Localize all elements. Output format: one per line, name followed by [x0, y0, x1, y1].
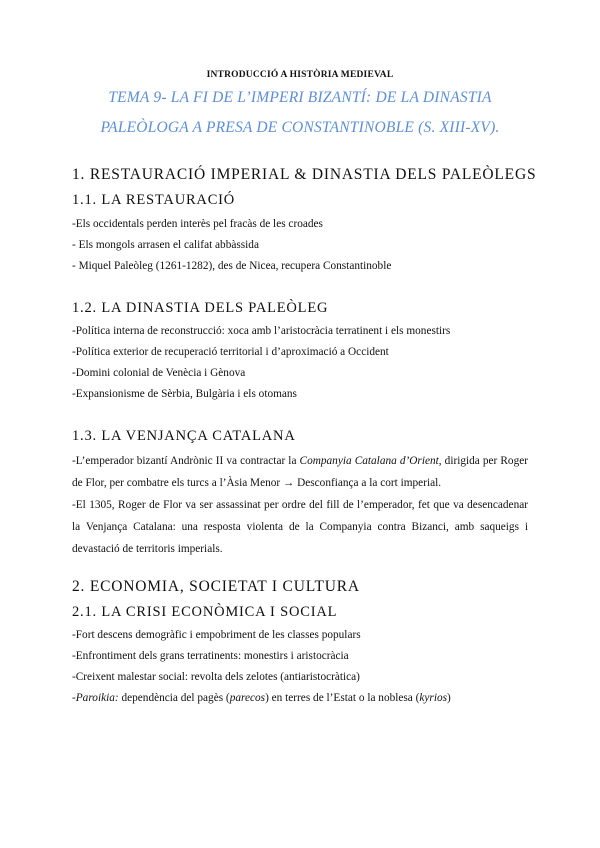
text-run: ) en terres de l’Estat o la noblesa ( [265, 692, 420, 704]
section-1-3-body [72, 450, 528, 560]
list-item: -Política interna de reconstrucció: xoca amb l’aristocràcia terratinent i els monestirs [72, 325, 451, 337]
text-run: dependència del pagès ( [118, 692, 230, 704]
section-1-heading: 1. RESTAURACIÓ IMPERIAL & DINASTIA DELS PALEÒLEGS [72, 166, 537, 183]
section-2-heading: 2. ECONOMIA, SOCIETAT I CULTURA [72, 578, 360, 595]
section-1-1-heading: 1.1. LA RESTAURACIÓ [72, 192, 236, 208]
list-item: -Expansionisme de Sèrbia, Bulgària i els otomans [72, 388, 297, 400]
term-emphasis: Paroikia: [75, 692, 119, 704]
list-item: -Creixent malestar social: revolta dels zelotes (antiaristocràtica) [72, 671, 360, 683]
term-emphasis: parecos [229, 692, 266, 704]
course-title: INTRODUCCIÓ A HISTÒRIA MEDIEVAL [206, 70, 394, 80]
text-run: -L’emperador bizantí Andrònic II va contractar la [72, 455, 300, 467]
paragraph [72, 450, 528, 494]
paragraph: -El 1305, Roger de Flor va ser assassinat per ordre del fill de l’emperador, fet que va desencadenar la Venjança Catalana: una resposta violenta de la Companyia contra Bizanci, amb saqueigs i devastació de territoris imperials. [72, 499, 528, 555]
topic-title-line-1: TEMA 9- LA FI DE L’IMPERI BIZANTÍ: DE LA DINASTIA [108, 89, 492, 106]
term-emphasis: kyrios [419, 692, 448, 704]
text-run: - [72, 692, 76, 704]
section-1-3-heading: 1.3. LA VENJANÇA CATALANA [72, 428, 296, 444]
text-run: , dirigida per Roger de Flor, per combatre els turcs a l’Àsia Menor → Desconfiança a la cort imperial. [72, 455, 529, 489]
list-item: -Domini colonial de Venècia i Gènova [72, 367, 246, 379]
list-item: -Els occidentals perden interès pel fracàs de les croades [72, 218, 323, 230]
list-item: - Els mongols arrasen el califat abbàssida [72, 239, 259, 251]
list-item: -Política exterior de recuperació territorial i d’aproximació a Occident [72, 346, 389, 358]
company-name-emphasis: Companyia Catalana d’Orient [299, 455, 439, 467]
text-run: ) [447, 692, 451, 704]
list-item [72, 692, 451, 704]
section-1-2-heading: 1.2. LA DINASTIA DELS PALEÒLEG [72, 300, 329, 316]
section-2-1-heading: 2.1. LA CRISI ECONÒMICA I SOCIAL [72, 604, 338, 620]
list-item: -Enfrontiment dels grans terratinents: monestirs i aristocràcia [72, 650, 349, 662]
topic-title-line-2: PALEÒLOGA A PRESA DE CONSTANTINOBLE (S. XIII-XV). [100, 119, 500, 136]
list-item: - Miquel Paleòleg (1261-1282), des de Nicea, recupera Constantinoble [72, 260, 392, 272]
list-item: -Fort descens demogràfic i empobriment de les classes populars [72, 629, 361, 641]
